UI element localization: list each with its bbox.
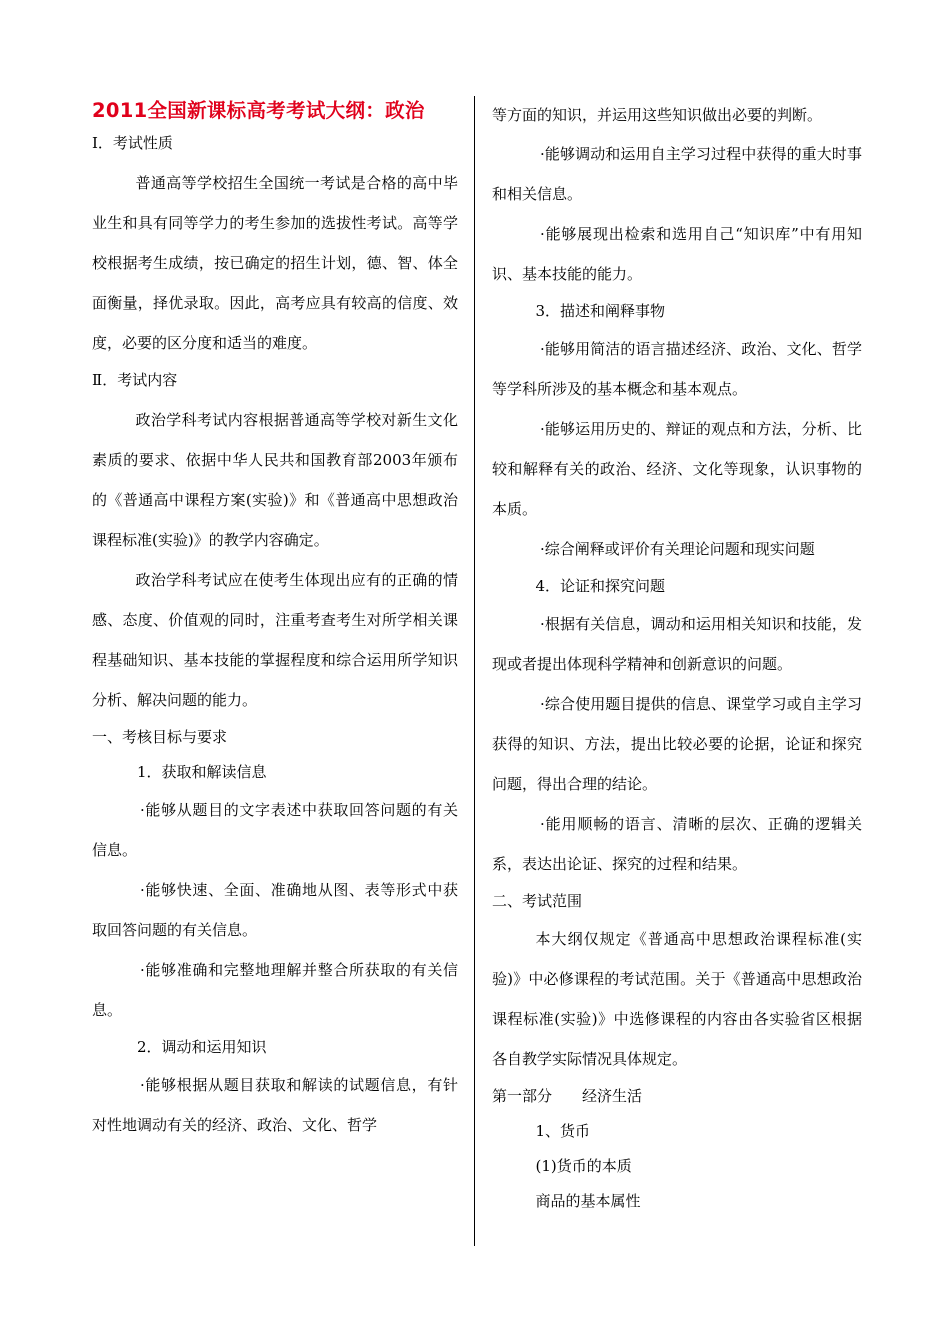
- column-divider: [474, 96, 475, 1246]
- exam-content-paragraph-2: 政治学科考试应在使考生体现出应有的正确的情感、态度、价值观的同时，注重考查考生对所学相关课程基础知识、基本技能的掌握程度和综合运用所学知识分析、解决问题的能力。: [92, 571, 458, 709]
- goal-1-bullet-2: ·能够快速、全面、准确地从图、表等形式中获取回答问题的有关信息。: [92, 881, 458, 939]
- goal-3-bullet-2: ·能够运用历史的、辩证的观点和方法，分析、比较和解释有关的政治、经济、文化等现象，认识事物的本质。: [492, 420, 862, 518]
- goal-4-bullet-3: ·能用顺畅的语言、清晰的层次、正确的逻辑关系，表达出论证、探究的过程和结果。: [492, 815, 862, 873]
- left-column: [92, 96, 458, 1145]
- item-currency: 1、货币: [535, 1122, 591, 1140]
- goal-2-bullet-2: ·能够调动和运用自主学习过程中获得的重大时事和相关信息。: [492, 145, 862, 203]
- exam-content-paragraph-1: 政治学科考试内容根据普通高等学校对新生文化素质的要求、依据中华人民共和国教育部2003年颁布的《普通高中课程方案(实验)》和《普通高中思想政治课程标准(实验)》的教学内容确定。: [92, 411, 458, 549]
- goal-3-bullet-3: ·综合阐释或评价有关理论问题和现实问题: [540, 540, 815, 558]
- item-currency-nature: (1)货币的本质: [535, 1157, 632, 1175]
- part-heading-scope: 二、考试范围: [492, 892, 583, 910]
- goal-4-heading: 4．论证和探究问题: [535, 577, 666, 595]
- goal-3-heading: 3．描述和阐释事物: [535, 302, 666, 320]
- goal-3-bullet-1: ·能够用简洁的语言描述经济、政治、文化、哲学等学科所涉及的基本概念和基本观点。: [492, 340, 862, 398]
- item-commodity-attributes: 商品的基本属性: [535, 1192, 641, 1210]
- document-title: 2011全国新课标高考考试大纲：政治: [92, 99, 425, 122]
- goal-2-bullet-1: ·能够根据从题目获取和解读的试题信息，有针对性地调动有关的经济、政治、文化、哲学: [92, 1076, 458, 1134]
- goal-1-bullet-1: ·能够从题目的文字表述中获取回答问题的有关信息。: [92, 801, 458, 859]
- right-column: [492, 96, 862, 1219]
- goal-1-bullet-3: ·能够准确和完整地理解并整合所获取的有关信息。: [92, 961, 458, 1019]
- goal-4-bullet-2: ·综合使用题目提供的信息、课堂学习或自主学习获得的知识、方法，提出比较必要的论据，论证和探究问题，得出合理的结论。: [492, 695, 862, 793]
- section-heading-exam-nature: Ⅰ．考试性质: [92, 134, 173, 152]
- section-heading-economic-life: 第一部分 经济生活: [492, 1087, 643, 1105]
- goal-2-heading: 2．调动和运用知识: [137, 1038, 267, 1056]
- scope-paragraph: 本大纲仅规定《普通高中思想政治课程标准(实验)》中必修课程的考试范围。关于《普通高中思想政治课程标准(实验)》中选修课程的内容由各实验省区根据各自教学实际情况具体规定。: [492, 930, 862, 1068]
- goal-1-heading: 1．获取和解读信息: [137, 763, 267, 781]
- goal-4-bullet-1: ·根据有关信息，调动和运用相关知识和技能，发现或者提出体现科学精神和创新意识的问题。: [492, 615, 862, 673]
- goal-2-bullet-3: ·能够展现出检索和选用自己“知识库”中有用知识、基本技能的能力。: [492, 225, 862, 283]
- exam-nature-paragraph: 普通高等学校招生全国统一考试是合格的高中毕业生和具有同等学力的考生参加的选拔性考试。高等学校根据考生成绩，按已确定的招生计划，德、智、体全面衡量，择优录取。因此，高考应具有较高的信度、效度，必要的区分度和适当的难度。: [92, 174, 458, 352]
- part-heading-objectives: 一、考核目标与要求: [92, 728, 228, 746]
- section-heading-exam-content: Ⅱ．考试内容: [92, 371, 178, 389]
- goal-2-bullet-1-continued: 等方面的知识，并运用这些知识做出必要的判断。: [492, 106, 823, 124]
